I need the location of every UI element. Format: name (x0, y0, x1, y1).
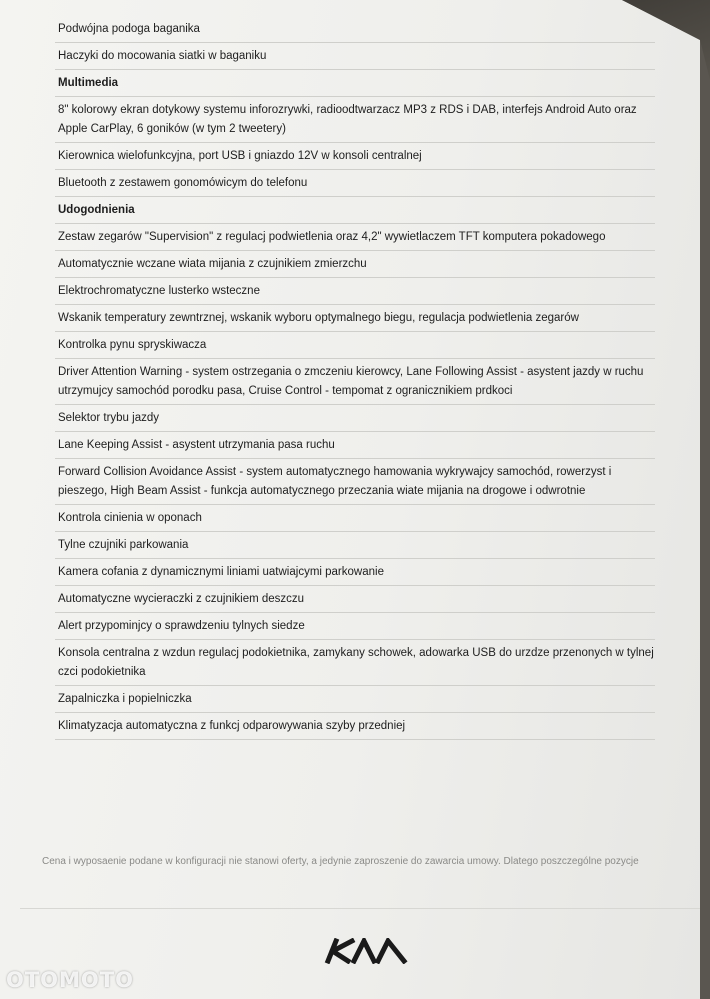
list-item: Bluetooth z zestawem gonomówicym do telefonu (55, 170, 655, 197)
list-item: Klimatyzacja automatyczna z funkcj odparowywania szyby przedniej (55, 713, 655, 740)
list-item: Forward Collision Avoidance Assist - system automatycznego hamowania wykrywajcy samochód, rowerzyst i pieszego, High Beam Assist - funkcja automatycznego przeczania wiate mijania na drogowe i odwrotnie (55, 459, 655, 505)
disclaimer-text: Cena i wyposaenie podane w konfiguracji nie stanowi oferty, a jedynie zaproszenie do zawarcia umowy. Dlatego poszczególne pozycje (42, 856, 639, 867)
list-item: Selektor trybu jazdy (55, 405, 655, 432)
list-item: Driver Attention Warning - system ostrzegania o zmczeniu kierowcy, Lane Following Assist - asystent jazdy w ruchu utrzymujcy samochód porodku pasa, Cruise Control - tempomat z ogranicznikiem prdkoci (55, 359, 655, 405)
footer-divider (20, 908, 700, 909)
list-item: Elektrochromatyczne lusterko wsteczne (55, 278, 655, 305)
equipment-list (55, 16, 655, 740)
list-item: Podwójna podoga baganika (55, 16, 655, 43)
list-item: Kontrolka pynu spryskiwacza (55, 332, 655, 359)
list-item: Haczyki do mocowania siatki w baganiku (55, 43, 655, 70)
list-item: Zestaw zegarów "Supervision" z regulacj podwietlenia oraz 4,2" wywietlaczem TFT komputera pokadowego (55, 224, 655, 251)
list-item: Kamera cofania z dynamicznymi liniami uatwiajcymi parkowanie (55, 559, 655, 586)
section-heading: Multimedia (55, 70, 655, 97)
section-heading: Udogodnienia (55, 197, 655, 224)
list-item: Automatycznie wczane wiata mijania z czujnikiem zmierzchu (55, 251, 655, 278)
list-item: Automatyczne wycieraczki z czujnikiem deszczu (55, 586, 655, 613)
list-item: Konsola centralna z wzdun regulacj podokietnika, zamykany schowek, adowarka USB do urzdze przenonych w tylnej czci podokietnika (55, 640, 655, 686)
list-item: Zapalniczka i popielniczka (55, 686, 655, 713)
kia-logo-icon (324, 938, 408, 964)
list-item: Kontrola cinienia w oponach (55, 505, 655, 532)
list-item: 8" kolorowy ekran dotykowy systemu inforozrywki, radioodtwarzacz MP3 z RDS i DAB, interfejs Android Auto oraz Apple CarPlay, 6 goników (w tym 2 tweetery) (55, 97, 655, 143)
list-item: Kierownica wielofunkcyjna, port USB i gniazdo 12V w konsoli centralnej (55, 143, 655, 170)
otomoto-watermark: OTOMOTO (6, 968, 134, 992)
list-item: Alert przypominjcy o sprawdzeniu tylnych siedze (55, 613, 655, 640)
list-item: Wskanik temperatury zewntrznej, wskanik wyboru optymalnego biegu, regulacja podwietlenia zegarów (55, 305, 655, 332)
list-item: Tylne czujniki parkowania (55, 532, 655, 559)
list-item: Lane Keeping Assist - asystent utrzymania pasa ruchu (55, 432, 655, 459)
